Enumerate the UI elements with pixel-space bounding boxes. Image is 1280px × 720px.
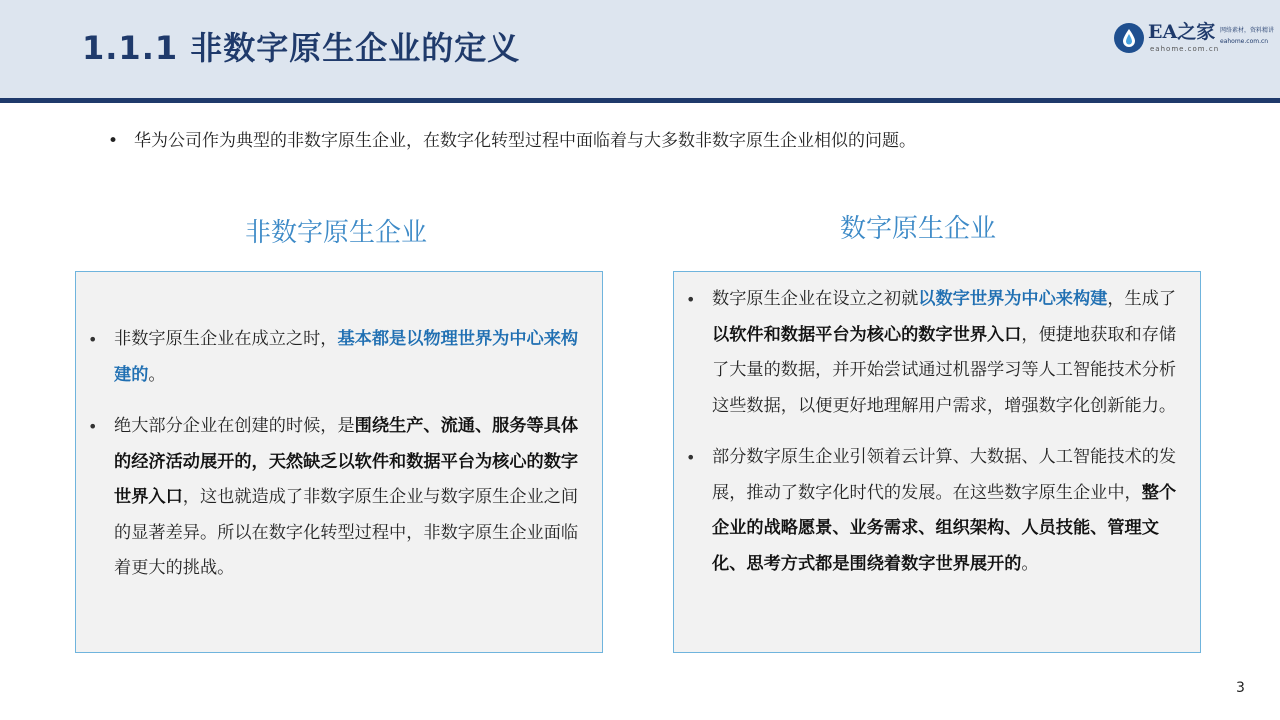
logo-name: EA之家 (1148, 21, 1216, 43)
header-divider (0, 98, 1280, 103)
water-drop-icon (1114, 23, 1144, 53)
digital-native-panel (673, 271, 1201, 653)
right-item-1-highlight: 以数字世界为中心来构建 (918, 289, 1108, 309)
logo-url-secondary: eahome.com.cn (1220, 38, 1269, 45)
slide-title: 1.1.1 非数字原生企业的定义 (82, 29, 521, 67)
intro-bullet: • (108, 131, 119, 151)
intro-statement (108, 126, 1228, 156)
left-column-title: 非数字原生企业 (245, 218, 428, 248)
left-item-1 (114, 322, 584, 393)
right-column-title: 数字原生企业 (840, 214, 997, 244)
right-item-2 (712, 440, 1186, 582)
page-number: 3 (1236, 680, 1245, 696)
non-digital-native-panel (75, 271, 603, 653)
right-item-1-text-b: ，生成了 (1107, 289, 1177, 309)
right-item-1-text-a: 数字原生企业在设立之初就 (712, 289, 919, 309)
left-item-2 (114, 409, 584, 587)
right-item-1-text-c: ，便捷地获取和存储了大量的数据，并开始尝试通过机器学习等人工智能技术分析这些数据，以便更好地理解用户需求，增强数字化创新能力。 (712, 324, 1177, 416)
left-item-2-text-a: 绝大部分企业在创建的时候，是 (114, 416, 355, 436)
right-item-2-text-b: 。 (1021, 553, 1039, 574)
left-item-1-text-b: 。 (148, 364, 166, 385)
left-item-1-text-a: 非数字原生企业在成立之时， (114, 329, 338, 349)
right-item-2-text-a: 部分数字原生企业引领着云计算、大数据、人工智能技术的发展，推动了数字化时代的发展。在这些数字原生企业中， (712, 447, 1177, 503)
ea-home-logo (1114, 20, 1274, 60)
left-item-2-bold: 围绕生产、流通、服务等具体的经济活动展开的，天然缺乏以软件和数据平台为核心的数字世界入口 (114, 416, 579, 507)
left-item-2-text-b: ，这也就造成了非数字原生企业与数字原生企业之间的显著差异。所以在数字化转型过程中，非数字原生企业面临着更大的挑战。 (114, 487, 579, 578)
intro-text: 华为公司作为典型的非数字原生企业，在数字化转型过程中面临着与大多数非数字原生企业相似的问题。 (134, 131, 916, 151)
left-item-1-highlight: 基本都是以物理世界为中心来构建的 (114, 329, 579, 385)
right-item-1-bold: 以软件和数据平台为核心的数字世界入口 (712, 324, 1022, 345)
right-item-1 (712, 282, 1186, 424)
logo-slogan: 网络素材，资料精讲 (1220, 27, 1275, 34)
right-item-2-bold: 整个企业的战略愿景、业务需求、组织架构、人员技能、管理文化、思考方式都是围绕着数字世界展开的 (712, 482, 1177, 574)
logo-url: eahome.com.cn (1150, 45, 1220, 53)
